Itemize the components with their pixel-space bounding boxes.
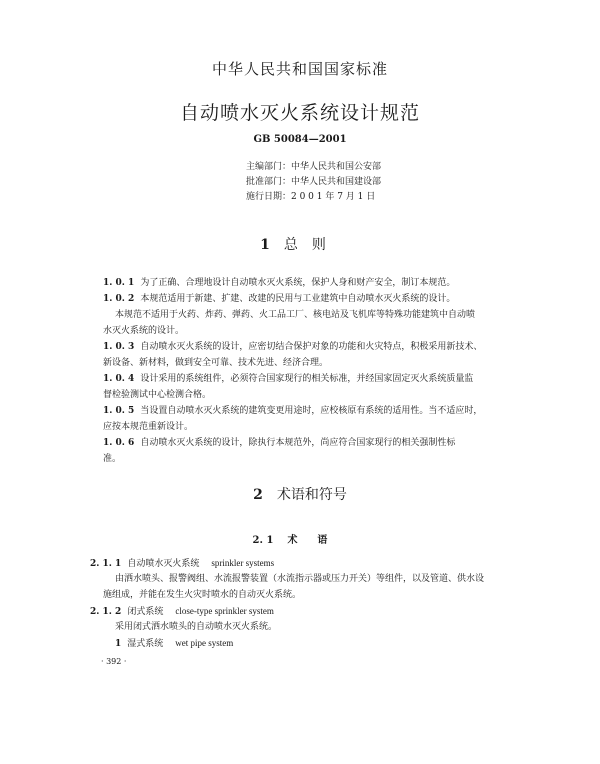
clause-text: 自动喷水灭火系统的设计，应密切结合保护对象的功能和火灾特点，积极采用新技术、 [140,342,483,352]
section-2-1-heading [0,531,600,546]
term-chinese: 闭式系统 [127,607,164,617]
term-english: wet pipe system [175,638,234,648]
page-number: · 392 · [101,657,127,666]
paragraph-text: 本规范不适用于火药、炸药、弹药、火工品工厂、核电站及飞机库等特殊功能建筑中自动喷 [115,310,476,320]
paragraph-text: 施组成，并能在发生火灾时喷水的自动灭火系统。 [103,590,302,600]
chapter-number: 2 [253,487,263,503]
effective-date: 施行日期：2 0 0 1 年 7 月 1 日 [246,192,376,202]
clause-number: 1. 0. 3 [103,342,135,352]
clause-text: 设计采用的系统组件，必须符合国家现行的相关标准，并经国家固定灭火系统质量监 [140,374,474,384]
paragraph-line [103,453,121,465]
term-english: sprinkler systems [211,558,275,568]
paragraph-text: 采用闭式洒水喷头的自动喷水灭火系统。 [115,622,278,632]
term-line [90,605,274,618]
paragraph-text: 新设备、新材料，做到安全可靠、技术先进、经济合理。 [103,358,329,368]
section-title: 术语 [287,535,348,546]
paragraph-line [115,573,484,585]
chapter-title: 总则 [283,237,340,253]
clause-number: 1. 0. 2 [103,294,135,304]
clause-line [103,437,455,449]
clause-number: 1. 0. 5 [103,406,135,416]
clause-number: 2. 1. 2 [90,607,122,617]
paragraph-line [115,621,277,633]
term-chinese: 自动喷水灭火系统 [127,559,200,569]
approving-department: 批准部门：中华人民共和国建设部 [246,177,382,187]
paragraph-line [115,309,475,321]
clause-number: 1. 0. 4 [103,374,135,384]
paragraph-line [103,389,211,401]
paragraph-text: 准。 [103,454,122,464]
chapter-1-heading [0,234,600,254]
clause-text: 本规范适用于新建、扩建、改建的民用与工业建筑中自动喷水灭火系统的设计。 [140,294,456,304]
clause-text: 为了正确、合理地设计自动喷水灭火系统，保护人身和财产安全，制订本规范。 [140,278,456,288]
term-english: close-type sprinkler system [175,606,274,616]
clause-number: 1. 0. 6 [103,438,135,448]
editing-department: 主编部门：中华人民共和国公安部 [246,162,382,172]
paragraph-line [103,357,328,369]
standard-code: GB 50084—2001 [253,134,347,145]
section-number: 2. 1 [252,535,274,546]
paragraph-text: 由洒水喷头、报警阀组、水流报警装置（水流指示器或压力开关）等组件，以及管道、供水设 [115,574,485,584]
paragraph-text: 水灭火系统的设计。 [103,326,185,336]
clause-line [103,277,455,289]
chapter-2-heading [0,484,600,504]
clause-line [103,293,455,305]
paragraph-line [103,421,193,433]
clause-number: 1. 0. 1 [103,278,135,288]
term-line [115,637,233,650]
term-chinese: 湿式系统 [127,639,164,649]
paragraph-line [103,589,301,601]
item-number: 1 [115,639,122,649]
paragraph-text: 应按本规范重新设计。 [103,422,194,432]
chapter-title: 术语和符号 [276,487,347,503]
clause-number: 2. 1. 1 [90,559,122,569]
clause-line [103,373,473,385]
paragraph-line [103,325,184,337]
national-standard-label: 中华人民共和国国家标准 [211,60,388,78]
clause-line [103,341,482,353]
clause-text: 自动喷水灭火系统的设计，除执行本规范外，尚应符合国家现行的相关强制性标 [140,438,456,448]
clause-text: 当设置自动喷水灭火系统的建筑变更用途时，应校核原有系统的适用性。当不适应时， [140,406,483,416]
chapter-number: 1 [260,237,270,253]
document-title: 自动喷水灭火系统设计规范 [179,102,420,124]
clause-line [103,405,482,417]
term-line [90,557,274,570]
paragraph-text: 督检验测试中心检测合格。 [103,390,212,400]
